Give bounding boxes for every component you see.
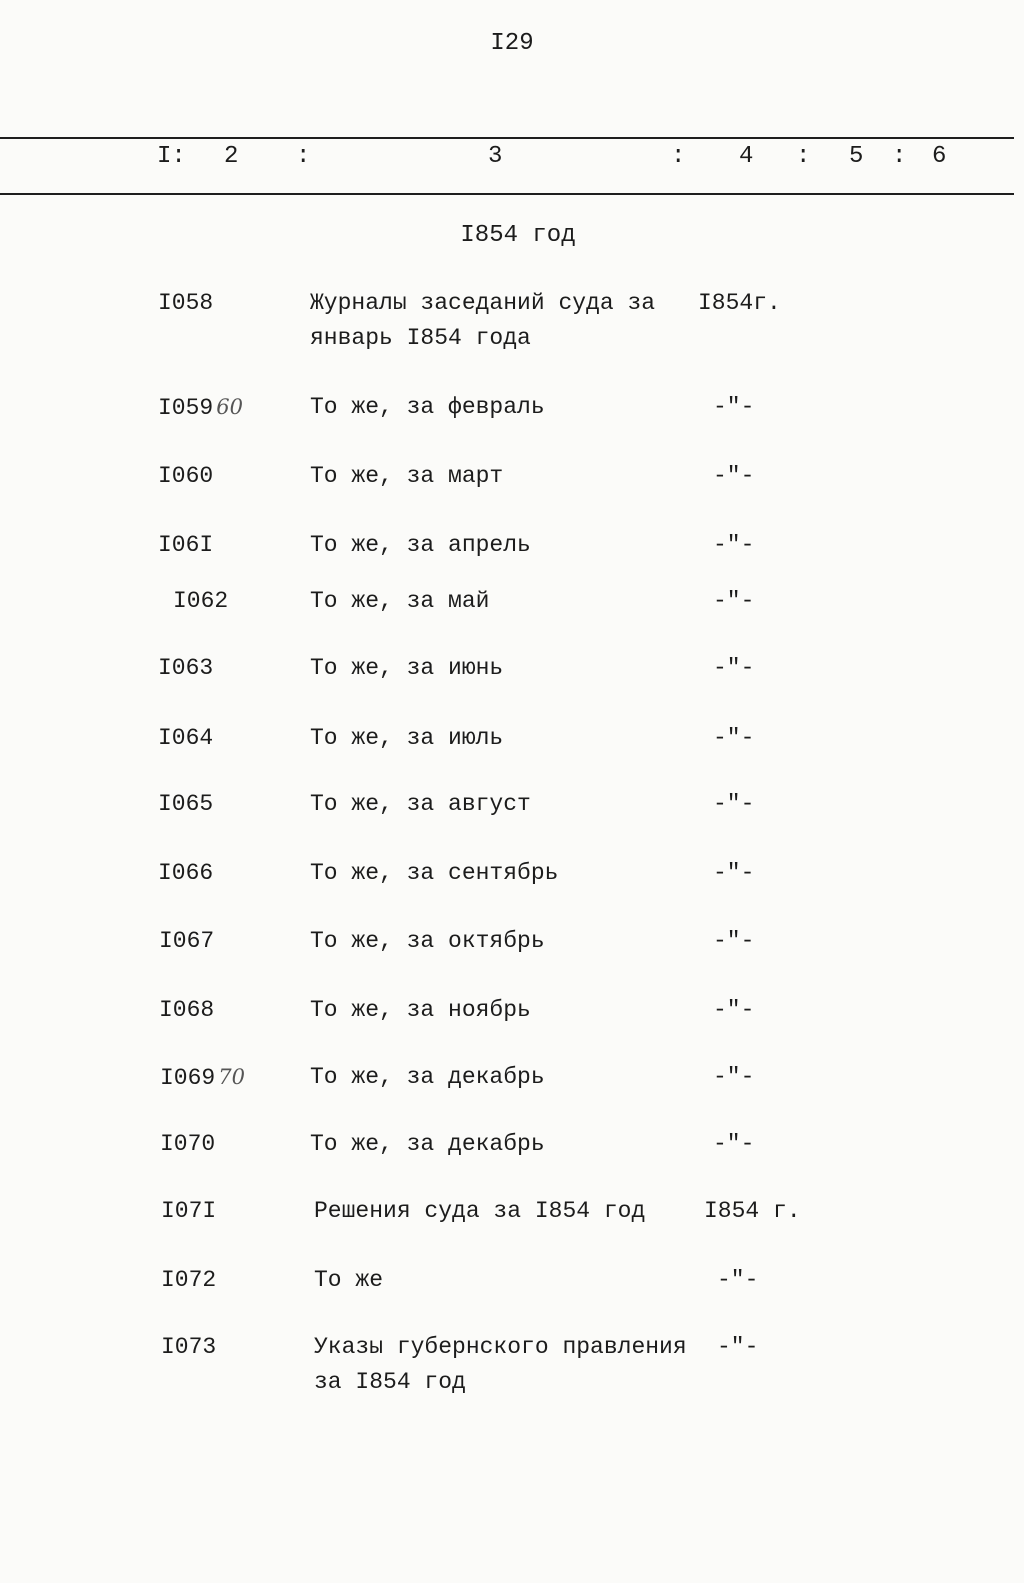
entry-number: I072: [161, 1267, 217, 1293]
column-separator: :: [892, 143, 907, 170]
entry-date: I854 г.: [704, 1198, 801, 1224]
entry-number: I070: [160, 1131, 216, 1157]
column-header-6: 6: [932, 143, 947, 170]
entry-title: Указы губернского правления за I854 год: [314, 1334, 687, 1395]
entry-title: То же, за декабрь: [310, 1064, 545, 1090]
entry-number: I069 70: [160, 1065, 245, 1091]
entry-number: I068: [159, 997, 215, 1023]
page-number: I29: [490, 30, 534, 57]
column-header-4: 4: [739, 143, 754, 170]
entry-title: То же, за декабрь: [310, 1131, 545, 1157]
entry-title: То же, за октябрь: [310, 928, 545, 954]
entry-date: -"-: [713, 1131, 755, 1157]
column-separator: :: [796, 143, 811, 170]
entry-title: Журналы заседаний суда за январь I854 года: [310, 290, 656, 351]
entry-date: -"-: [713, 1064, 755, 1090]
entry-title: То же, за март: [310, 463, 504, 489]
entry-number: I06I: [158, 532, 214, 558]
entry-number: I062: [173, 588, 229, 614]
entry-title: То же: [314, 1267, 384, 1293]
column-header-5: 5: [849, 143, 864, 170]
entry-number: I064: [158, 725, 214, 751]
entry-number: I073: [161, 1334, 217, 1360]
entry-date: -"-: [717, 1334, 759, 1360]
header-rule-top: [0, 137, 1014, 139]
column-header-1: I:: [157, 143, 186, 170]
handwritten-note: 70: [218, 1065, 245, 1089]
entry-number: I067: [159, 928, 215, 954]
entry-date: -"-: [713, 655, 755, 681]
entry-date: -"-: [713, 394, 755, 420]
entry-title: Решения суда за I854 год: [314, 1198, 646, 1224]
header-rule-bottom: [0, 193, 1014, 195]
entry-number: I066: [158, 860, 214, 886]
entry-number: I060: [158, 463, 214, 489]
entry-number: I063: [158, 655, 214, 681]
entry-title: То же, за май: [310, 588, 490, 614]
entry-title: То же, за июнь: [310, 655, 504, 681]
column-separator: :: [296, 143, 311, 170]
entry-title: То же, за апрель: [310, 532, 531, 558]
entry-date: -"-: [713, 928, 755, 954]
entry-title: То же, за ноябрь: [310, 997, 531, 1023]
entry-number: I058: [158, 290, 214, 316]
column-header-2: 2: [224, 143, 239, 170]
entry-title: То же, за февраль: [310, 394, 545, 420]
entry-number: I07I: [161, 1198, 217, 1224]
entry-number: I065: [158, 791, 214, 817]
section-title: I854 год: [460, 222, 576, 249]
entry-date: -"-: [713, 791, 755, 817]
entry-date: -"-: [713, 588, 755, 614]
handwritten-note: 60: [216, 395, 243, 419]
entry-date: -"-: [713, 725, 755, 751]
entry-title: То же, за июль: [310, 725, 504, 751]
entry-date: -"-: [713, 463, 755, 489]
entry-date: -"-: [713, 532, 755, 558]
entry-date: -"-: [713, 997, 755, 1023]
entry-number: I059 60: [158, 395, 243, 421]
column-header-3: 3: [488, 143, 503, 170]
entry-title: То же, за август: [310, 791, 531, 817]
entry-date: -"-: [713, 860, 755, 886]
entry-title: То же, за сентябрь: [310, 860, 559, 886]
entry-date: I854г.: [698, 290, 781, 316]
column-separator: :: [671, 143, 686, 170]
entry-date: -"-: [717, 1267, 759, 1293]
